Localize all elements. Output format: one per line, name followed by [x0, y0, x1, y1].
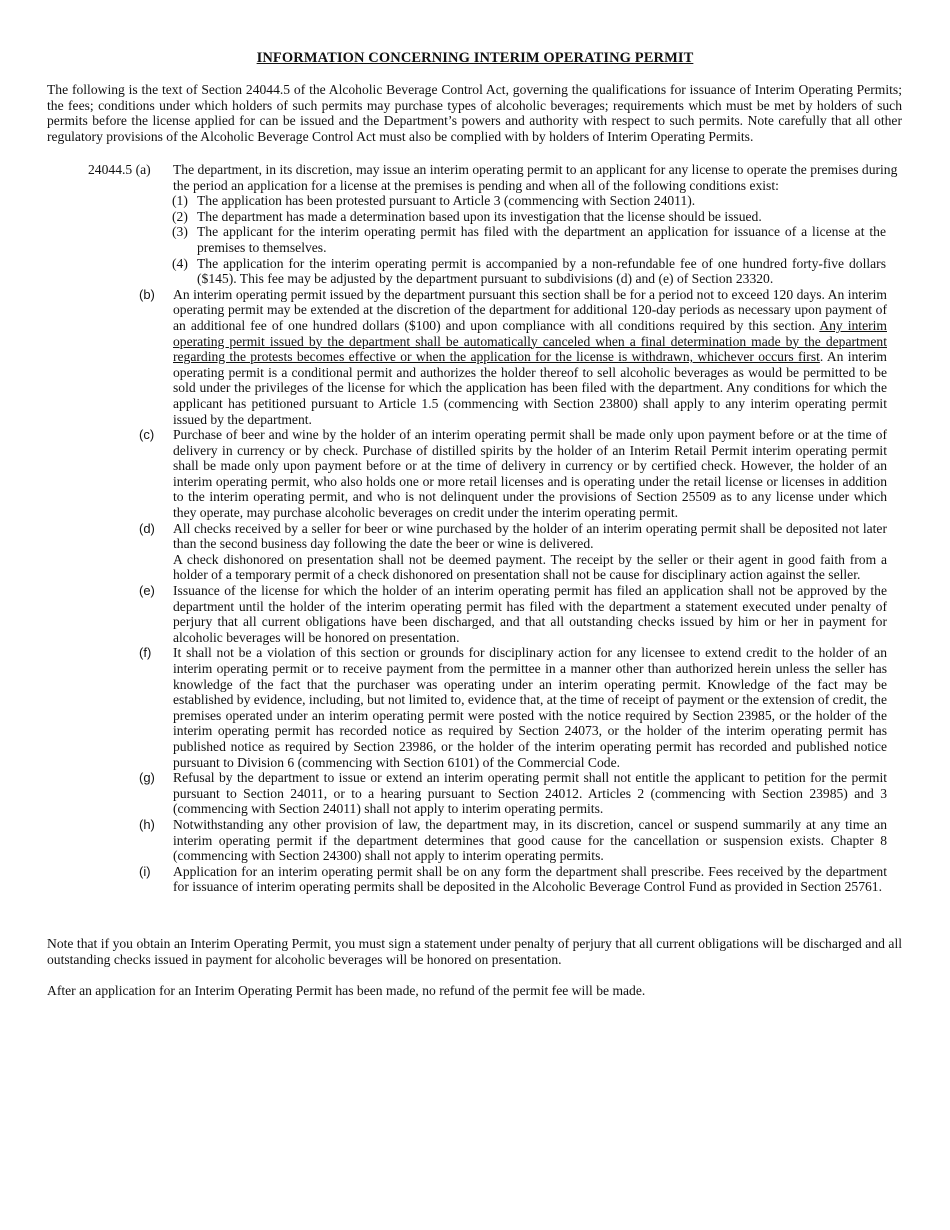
- section-body: [88, 162, 902, 895]
- subsection-i-text: Application for an interim operating permit shall be on any form the department shall prescribe. Fees received by the department for issuance of interim operating permits shall be deposited in the Alcoholic Beverage Control Fund as provided in Section 25761.: [173, 863, 887, 895]
- subsection-c: [139, 427, 887, 521]
- subsection-f: [139, 645, 887, 770]
- list-item: [172, 256, 886, 287]
- item-number: (1): [172, 193, 188, 209]
- item-text: The applicant for the interim operating permit has filed with the department an application for issuance of a license at the premises to themselves.: [197, 224, 886, 255]
- subsection-a: [88, 162, 902, 193]
- subsection-d: [139, 521, 887, 583]
- subsection-label: (d): [139, 520, 155, 536]
- item-text: The department has made a determination based upon its investigation that the license should be issued.: [197, 208, 762, 224]
- subsection-h: [139, 817, 887, 864]
- page-title: INFORMATION CONCERNING INTERIM OPERATING PERMIT: [256, 50, 694, 66]
- subsection-g-text: Refusal by the department to issue or extend an interim operating permit shall not entitle the applicant to petition for the permit pursuant to Section 24011, or to a hearing pursuant to Section 24012. Articles 2 (commencing with Section 23985) and 3 (commencing with Section 24011) shall not apply to interim operating permits.: [173, 770, 887, 817]
- subsection-label: (f): [139, 645, 152, 661]
- subsection-h-text: Notwithstanding any other provision of law, the department may, in its discretion, cancel or suspend summarily at any time an interim operating permit if the department determines that good cause for the cancellation or suspension exists. Chapter 8 (commencing with Section 24300) shall not apply to interim operating permits.: [173, 816, 887, 864]
- subsection-b-text: An interim operating permit issued by the department pursuant this section shall be for a period not to exceed 120 days. An interim operating permit may be extended at the discretion of the department for additional 120-day periods as necessary upon payment of an additional fee of one hundred dollars ($100) and upon compliance with all conditions required by this section.: [173, 286, 887, 333]
- subsection-c-text: Purchase of beer and wine by the holder of an interim operating permit shall be made only upon payment before or at the time of delivery in currency or by check. Purchase of distilled spirits by the holder of an Interim Retail Permit interim operating permit shall be made only upon payment before or at the time of delivery in currency or by certified check. However, the holder of an interim operating permit, who also holds one or more retail licenses and is operating under the retail license or licenses in addition to the interim operating permit, and who is not delinquent under the provisions of Section 25509 as to any license under which they operate, may purchase alcoholic beverages on credit under the interim operating permit.: [173, 427, 887, 521]
- item-number: (2): [172, 208, 188, 224]
- subsection-label: (h): [139, 816, 155, 832]
- subsection-label: (g): [139, 770, 155, 786]
- subsection-b-text-continued: . An interim operating permit is a conditional permit and authorizes the holder thereof to sell alcoholic beverages as would be permitted to be sold under the privileges of the license for which the application has been filed with the department. Any conditions for which the applicant has petitioned pursuant to Article 1.5 (commencing with Section 23800) shall apply to any interim operating permit issued by the department.: [173, 349, 887, 427]
- refund-note-paragraph: After an application for an Interim Operating Permit has been made, no refund of the permit fee will be made.: [47, 983, 646, 998]
- subsection-a-items: [172, 193, 886, 287]
- list-item: [172, 209, 886, 225]
- list-item: [172, 224, 886, 255]
- subsection-b: [139, 287, 887, 427]
- subsection-f-text: It shall not be a violation of this section or grounds for disciplinary action for any licensee to extend credit to the holder of an interim operating permit or to receive payment from the permittee in a manner other than authorized herein unless the seller has knowledge of the fact that the purchaser was operating under an interim operating permit. Knowledge of the fact may be established by evidence, including, but not limited to, evidence that, at the time of receipt of payment or the extension of credit, the premises operated under an interim operating permit were posted with the notice required by Section 23985, or the holder of the interim operating permit has recorded notice as required by Section 24073, or the holder of the interim operating permit has published notice as required by Section 23986, or the holder of the interim operating permit has recorded and published notice pursuant to Division 6 (commencing with Section 6101) of the Commercial Code.: [173, 645, 887, 770]
- intro-paragraph: The following is the text of Section 24044.5 of the Alcoholic Beverage Control Act, governing the qualifications for issuance of Interim Operating Permits; the fees; conditions under which holders of such permits may purchase types of alcoholic beverages; requirements which must be met by holders of such permits before the license applied for can be issued and the Department’s powers and authority with respect to such permits. Note carefully that all other regulatory provisions of the Alcoholic Beverage Control Act must also be complied with by holders of Interim Operating Permits.: [47, 82, 902, 144]
- subsection-label: (i): [139, 863, 151, 879]
- subsection-label: (b): [139, 286, 155, 302]
- note-paragraph: Note that if you obtain an Interim Operating Permit, you must sign a statement under penalty of perjury that all current obligations will be discharged and all outstanding checks issued in payment for alcoholic beverages will be honored on presentation.: [47, 936, 902, 967]
- subsection-a-text: The department, in its discretion, may issue an interim operating permit to an applicant for any license to operate the premises during the period an application for a license at the premises is pending and when all of the following conditions exist:: [173, 162, 898, 193]
- subsection-d-text: All checks received by a seller for beer or wine purchased by the holder of an interim operating permit shall be deposited not later than the second business day following the date the beer or wine is delivered.: [173, 520, 887, 552]
- subsection-label: (c): [139, 427, 155, 443]
- subsection-label: (e): [139, 583, 155, 599]
- section-number: 24044.5: [88, 162, 133, 177]
- subsection-g: [139, 770, 887, 817]
- item-text: The application has been protested pursuant to Article 3 (commencing with Section 24011).: [197, 193, 696, 209]
- subsection-d-text-2: A check dishonored on presentation shall not be deemed payment. The receipt by the seller or their agent in good faith from a holder of a temporary permit of a check dishonored on presentation shall not be cause for disciplinary action against the seller.: [173, 551, 887, 583]
- item-number: (3): [172, 224, 188, 240]
- subsection-a-label: (a): [135, 162, 151, 177]
- subsection-b-underlined-text: Any interim operating permit issued by the department shall be automatically canceled when a final determination made by the department regarding the protests becomes effective or when the application for the license is withdrawn, whichever occurs first: [173, 317, 887, 365]
- item-number: (4): [172, 255, 188, 271]
- item-text: The application for the interim operating permit is accompanied by a non-refundable fee of one hundred forty-five dollars ($145). This fee may be adjusted by the department pursuant to subdivisions (d) and (e) of Section 23320.: [197, 255, 886, 287]
- list-item: [172, 193, 886, 209]
- subsection-i: [139, 864, 887, 895]
- subsection-e: [139, 583, 887, 645]
- subsection-e-text: Issuance of the license for which the holder of an interim operating permit has filed an application shall not be approved by the department until the holder of the interim operating permit has filed with the department a statement executed under penalty of perjury that all current obligations have been discharged, and that all outstanding checks issued by him or her in payment for alcoholic beverages will be honored on presentation.: [173, 583, 887, 645]
